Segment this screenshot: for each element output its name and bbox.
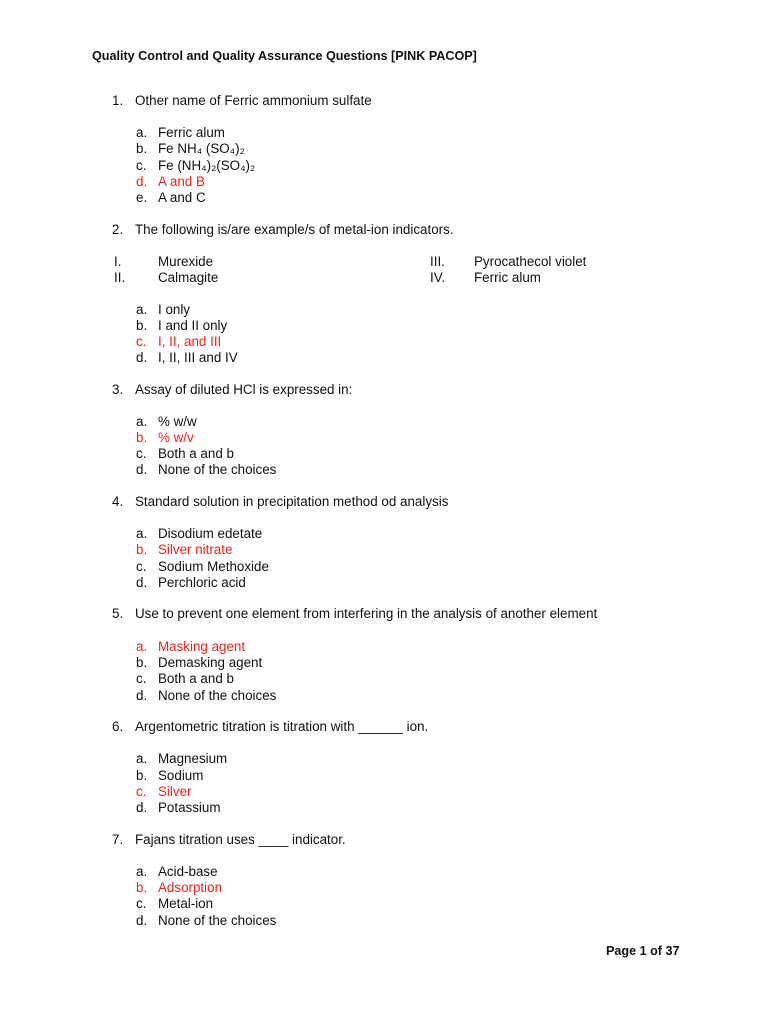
question-1 (112, 93, 372, 108)
roman-item-1: I. Murexide (114, 254, 214, 269)
question-3 (112, 382, 352, 397)
roman-item-2: II. Calmagite (114, 270, 219, 285)
option-4d: d. Perchloric acid (136, 575, 246, 590)
option-5b: b. Demasking agent (136, 655, 263, 670)
question-7 (112, 832, 346, 847)
option-6b: b. Sodium (136, 768, 204, 783)
option-3b-correct: b. % w/v (136, 430, 194, 445)
option-6c-correct: c. Silver (136, 784, 192, 799)
option-7d: d. None of the choices (136, 913, 277, 928)
roman-item-4: IV. Ferric alum (430, 270, 541, 285)
option-6d: d. Potassium (136, 800, 221, 815)
question-number: 6. (112, 719, 124, 734)
question-text: Standard solution in precipitation method od analysis (135, 494, 449, 509)
option-3d: d. None of the choices (136, 462, 277, 477)
question-number: 1. (112, 93, 124, 108)
question-number: 4. (112, 494, 124, 509)
question-text: Argentometric titration is titration with ______ ion. (135, 719, 429, 734)
question-6 (112, 719, 428, 734)
option-1c: c. Fe (NH₄)₂(SO₄)₂ (136, 158, 256, 173)
option-7c: c. Metal-ion (136, 896, 214, 911)
question-text: The following is/are example/s of metal-ion indicators. (135, 222, 454, 237)
question-number: 5. (112, 606, 124, 621)
question-number: 2. (112, 222, 124, 237)
option-1e: e. A and C (136, 190, 206, 205)
option-4a: a. Disodium edetate (136, 526, 263, 541)
question-5 (112, 606, 597, 621)
question-number: 7. (112, 832, 124, 847)
question-text: Use to prevent one element from interfering in the analysis of another element (135, 606, 598, 621)
option-1b: b. Fe NH₄ (SO₄)₂ (136, 141, 245, 156)
option-3a: a. % w/w (136, 414, 197, 429)
option-1a: a. Ferric alum (136, 125, 225, 140)
roman-item-3: III. Pyrocathecol violet (430, 254, 587, 269)
option-6a: a. Magnesium (136, 751, 228, 766)
option-5a-correct: a. Masking agent (136, 639, 246, 654)
option-4c: c. Sodium Methoxide (136, 559, 269, 574)
option-1d-correct: d. A and B (136, 174, 205, 189)
option-4b-correct: b. Silver nitrate (136, 542, 233, 557)
option-2c-correct: c. I, II, and III (136, 334, 222, 349)
question-text: Fajans titration uses ____ indicator. (135, 832, 346, 847)
question-number: 3. (112, 382, 124, 397)
option-5c: c. Both a and b (136, 671, 234, 686)
option-2a: a. I only (136, 302, 191, 317)
question-4 (112, 494, 448, 509)
question-2 (112, 222, 454, 237)
option-2d: d. I, II, III and IV (136, 350, 238, 365)
option-2b: b. I and II only (136, 318, 228, 333)
option-5d: d. None of the choices (136, 688, 277, 703)
option-7b-correct: b. Adsorption (136, 880, 223, 895)
page-number: Page 1 of 37 (606, 944, 680, 958)
document-title: Quality Control and Quality Assurance Questions [PINK PACOP] (92, 49, 477, 63)
option-3c: c. Both a and b (136, 446, 234, 461)
question-text: Other name of Ferric ammonium sulfate (135, 93, 372, 108)
question-text: Assay of diluted HCl is expressed in: (135, 382, 353, 397)
option-7a: a. Acid-base (136, 864, 218, 879)
